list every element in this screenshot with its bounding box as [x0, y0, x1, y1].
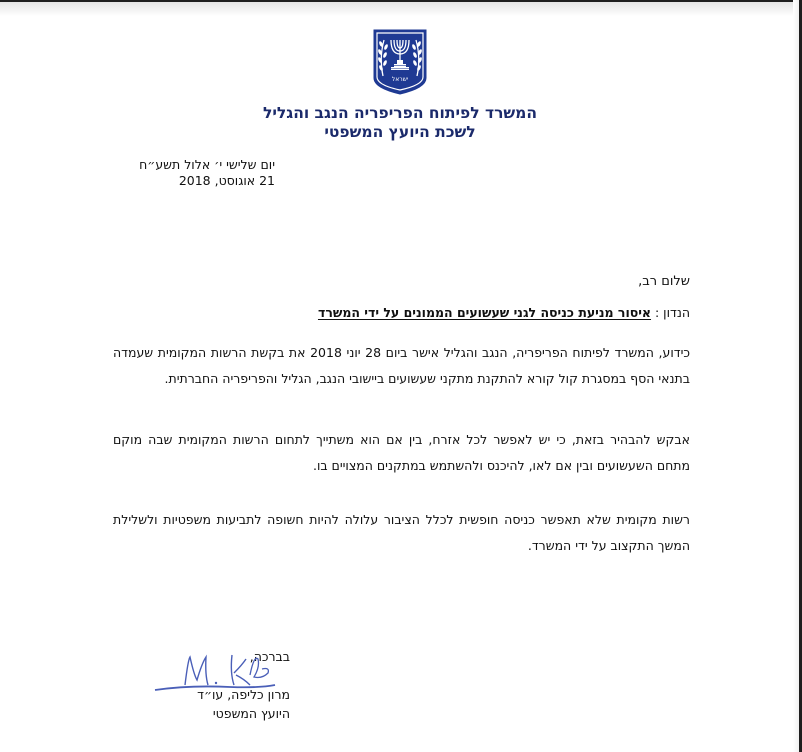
signature-spacer — [140, 666, 290, 685]
emblem-caption: ישראל — [391, 76, 409, 83]
body-paragraph-2: אבקש להבהיר בזאת, כי יש לאפשר לכל אזרח, בין אם הוא משתייך לתחום הרשות המקומית שבה מוקם מתחם השעשועים ובין אם לאו, להיכנס ולהשתמש במתקנים המצויים בו. — [113, 432, 690, 473]
subject-label: הנדון : — [655, 305, 690, 320]
body-paragraph-1: כידוע, המשרד לפיתוח הפריפריה, הנגב והגליל אישר ביום 28 יוני 2018 את בקשת הרשות המקומית שעמדה בתנאי הסף במסגרת קול קורא להתקנת מתקני שעשועים ביישובי הנגב, הגליל והפריפריה החברתית. — [113, 345, 690, 386]
state-of-israel-emblem-icon — [372, 28, 428, 96]
date-block — [120, 157, 275, 189]
signer-title: היועץ המשפטי — [212, 706, 290, 721]
closing: בברכה, — [249, 649, 290, 664]
hebrew-date: יום שלישי י׳ אלול תשע״ח — [139, 157, 275, 172]
body-paragraph-3: רשות מקומית שלא תאפשר כניסה חופשית לכלל הציבור עלולה להיות חשופה לתביעות משפטיות ולשלילת המשך התקצוב על ידי המשרד. — [113, 512, 690, 553]
subject-line — [180, 305, 690, 320]
ministry-name: המשרד לפיתוח הפריפריה הנגב והגליל — [262, 104, 538, 122]
office-name: לשכת היועץ המשפטי — [324, 123, 476, 141]
letterhead — [200, 104, 600, 142]
signature-block — [140, 647, 290, 723]
subject-text: איסור מניעת כניסה לגני שעשועים הממונים על ידי המשרד — [317, 305, 652, 320]
signer-name: מרון כליפה, עו״ד — [197, 687, 290, 702]
greeting: שלום רב, — [638, 274, 690, 289]
gregorian-date: 21 אוגוסט, 2018 — [178, 173, 275, 188]
page-top-shadow — [0, 2, 797, 16]
